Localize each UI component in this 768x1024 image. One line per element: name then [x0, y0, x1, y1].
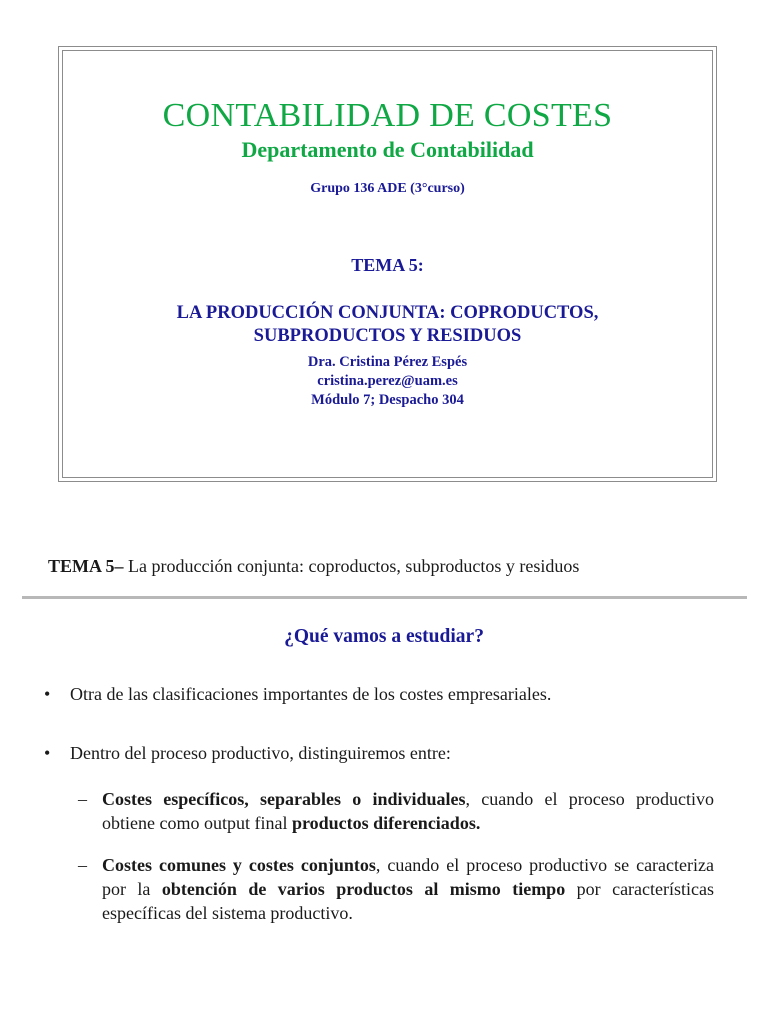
tema-title: [63, 302, 712, 348]
sub-item-text: [102, 787, 714, 835]
author-email: cristina.perez@uam.es: [317, 373, 458, 389]
group-label: Grupo 136 ADE (3°curso): [310, 181, 465, 196]
sub-item-bold: productos diferenciados.: [291, 813, 481, 833]
department-name: Departamento de Contabilidad: [241, 137, 534, 162]
list-item: [44, 684, 724, 705]
sub-list-item: [78, 853, 714, 925]
page-header-tema: TEMA 5–: [48, 556, 124, 576]
author-name: Dra. Cristina Pérez Espés: [307, 354, 468, 370]
page-header: [48, 556, 579, 577]
sub-item-bold: Costes comunes y costes conjuntos: [102, 855, 376, 875]
sub-item-plain: , cuando el proceso productivo se caracteriza por la: [102, 855, 714, 899]
sub-item-plain: , cuando el proceso productivo obtiene como output final: [102, 789, 714, 833]
author-office: Módulo 7; Despacho 304: [311, 392, 464, 408]
bullet-icon: •: [44, 684, 51, 704]
bullet-text: Dentro del proceso productivo, distinguiremos entre:: [70, 743, 451, 763]
section-question: ¿Qué vamos a estudiar?: [284, 626, 484, 647]
header-divider: [22, 596, 747, 599]
list-item: [44, 743, 724, 764]
dash-icon: –: [78, 789, 87, 809]
sub-list-item: [78, 787, 714, 835]
sub-item-bold: obtención de varios productos al mismo tiempo: [161, 879, 566, 899]
sub-item-text: [102, 853, 714, 925]
dash-icon: –: [78, 855, 87, 875]
sub-item-plain: por características específicas del sistema productivo.: [102, 879, 715, 923]
bullet-text: Otra de las clasificaciones importantes de los costes empresariales.: [70, 684, 552, 704]
title-slide-inner-frame: [62, 50, 713, 478]
tema-title-line1: LA PRODUCCIÓN CONJUNTA: COPRODUCTOS,: [176, 303, 599, 323]
tema-number: TEMA 5:: [351, 255, 424, 275]
author-block: [63, 353, 712, 410]
course-title: CONTABILIDAD DE COSTES: [162, 97, 613, 134]
title-slide: [58, 46, 717, 482]
bullet-icon: •: [44, 743, 51, 763]
page-header-text: La producción conjunta: coproductos, subproductos y residuos: [123, 556, 580, 576]
sub-item-bold: Costes específicos, separables o individuales: [102, 789, 466, 809]
tema-title-line2: SUBPRODUCTOS Y RESIDUOS: [253, 326, 522, 346]
